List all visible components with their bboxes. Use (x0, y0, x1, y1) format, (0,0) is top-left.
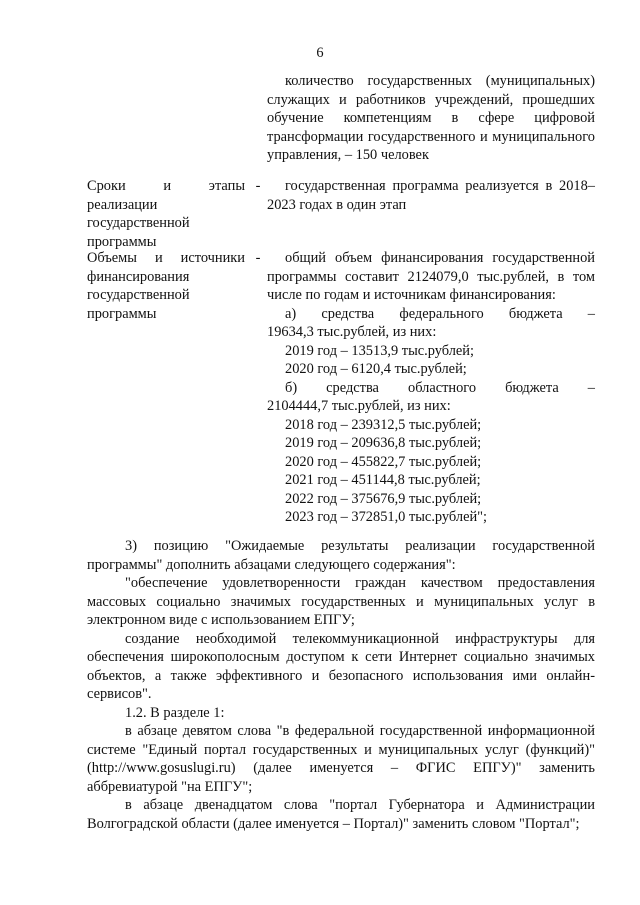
paragraph: "обеспечение удовлетворенности граждан качеством предоставления массовых социально значимых государственных и муниципальных услуг в электронном виде с использованием ЕПГУ; (87, 575, 595, 628)
paragraph: 3) позицию "Ожидаемые результаты реализации государственной программы" дополнить абзацами следующего содержания": (87, 538, 595, 573)
paragraph: в абзаце девятом слова "в федеральной государственной информационной системе "Единый портал государственных и муниципальных услуг (функций)" (http://www.gosuslugi.ru) (далее именуется – ФГИС ЕПГУ)" заменить аббревиатурой "на ЕПГУ"; (87, 723, 595, 795)
row-terms-value: государственная программа реализуется в 2018–2023 годах в один этап (267, 178, 595, 213)
paragraph: создание необходимой телекоммуникационной инфраструктуры для обеспечения широкополосным доступом к сети Интернет социально значимых объектов, а также эффективного и безопасного использования ими онлайн-сервисов". (87, 630, 595, 702)
row-terms-dash: - (255, 178, 261, 194)
row-financing-label: Объемы и источники финансирования государственной программы (87, 250, 245, 322)
row-financing-value (267, 249, 595, 527)
row-participants-value: количество государственных (муниципальных) служащих и работников учреждений, прошедших обучение компетенциям в сфере цифровой трансформации государственного и муниципального управления, – 150 человек (267, 73, 595, 163)
page-number: 6 (316, 45, 324, 61)
regional-year: 2022 год – 375676,9 тыс.рублей; (285, 490, 482, 507)
row-terms-label: Сроки и этапы реализации государственной программы (87, 178, 245, 250)
regional-year: 2023 год – 372851,0 тыс.рублей"; (285, 509, 488, 525)
regional-year: 2019 год – 209636,8 тыс.рублей; (285, 435, 482, 451)
regional-year: 2018 год – 239312,5 тыс.рублей; (285, 416, 482, 433)
federal-heading: а) средства федерального бюджета – (285, 305, 595, 322)
paragraph: 1.2. В разделе 1: (125, 704, 225, 721)
federal-total: 19634,3 тыс.рублей, из них: (267, 324, 437, 340)
financing-intro: общий объем финансирования государственной программы составит 2124079,0 тыс.рублей, в том числе по годам и источникам финансирования: (267, 250, 595, 303)
regional-year: 2021 год – 451144,8 тыс.рублей; (285, 472, 481, 488)
federal-year: 2020 год – 6120,4 тыс.рублей; (285, 361, 467, 377)
paragraph: в абзаце двенадцатом слова "портал Губернатора и Администрации Волгоградской области (далее именуется – Портал)" заменить словом "Портал"; (87, 797, 595, 832)
amendment-text (87, 537, 595, 833)
federal-year: 2019 год – 13513,9 тыс.рублей; (285, 342, 474, 359)
regional-year: 2020 год – 455822,7 тыс.рублей; (285, 453, 482, 470)
regional-heading: б) средства областного бюджета – (285, 379, 595, 396)
regional-total: 2104444,7 тыс.рублей, из них: (267, 398, 451, 414)
row-financing-dash: - (255, 250, 261, 266)
